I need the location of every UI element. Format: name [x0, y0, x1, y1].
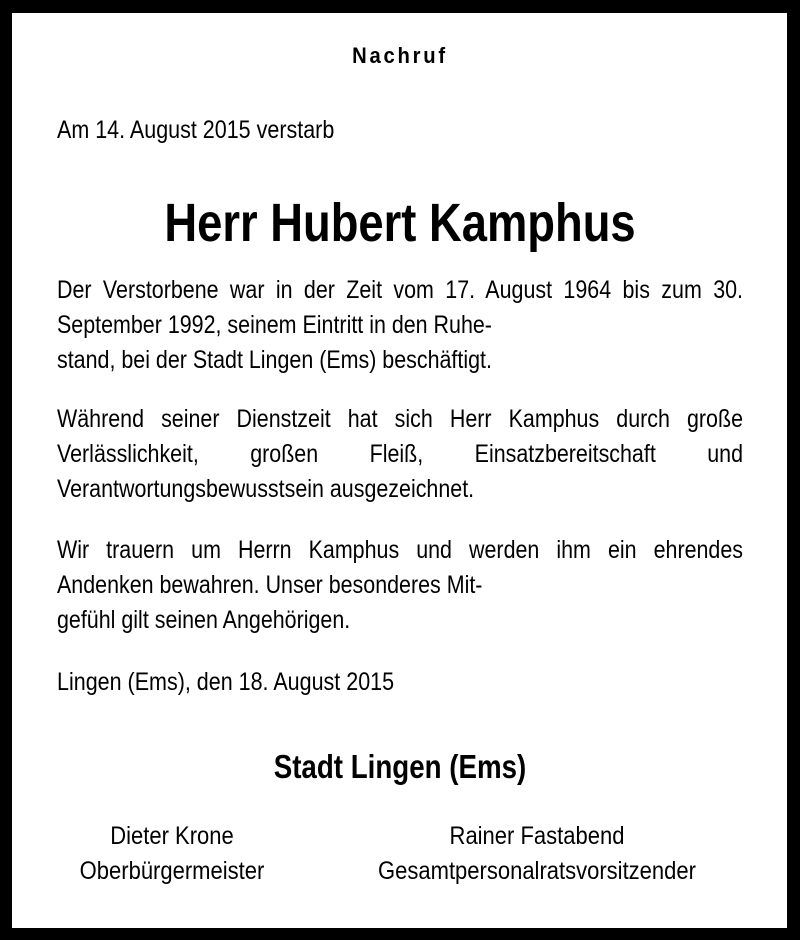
place-and-date: Lingen (Ems), den 18. August 2015 — [57, 668, 395, 696]
signatory-name: Rainer Fastabend — [449, 822, 625, 850]
signatory-title: Oberbürgermeister — [79, 857, 265, 885]
signatory-name: Dieter Krone — [110, 822, 234, 850]
intro-line: Am 14. August 2015 verstarb — [57, 116, 335, 144]
signatory-left — [62, 819, 282, 889]
paragraph-mourning: Wir trauern um Herrn Kamphus und werden ihm ein ehrendes Andenken bewahren. Unser besonderes Mit- gefühl gilt seinen Angehörigen. — [57, 536, 743, 634]
organization-name: Stadt Lingen (Ems) — [273, 748, 527, 785]
signatory-title: Gesamtpersonalratsvorsitzender — [378, 857, 696, 885]
paragraph-merits: Während seiner Dienstzeit hat sich Herr Kamphus durch große Verlässlichkeit, großen Fleiß, Einsatzbereitschaft und Verantwortungsbewusstsein ausgezeichnet. — [57, 405, 743, 503]
signatory-right — [343, 819, 730, 889]
deceased-name: Herr Hubert Kamphus — [164, 193, 636, 253]
notice-heading: Nachruf — [352, 43, 448, 68]
paragraph-service: Der Verstorbene war in der Zeit vom 17. August 1964 bis zum 30. September 1992, seinem Eintritt in den Ruhe- stand, bei der Stadt Lingen (Ems) beschäftigt. — [57, 276, 743, 374]
